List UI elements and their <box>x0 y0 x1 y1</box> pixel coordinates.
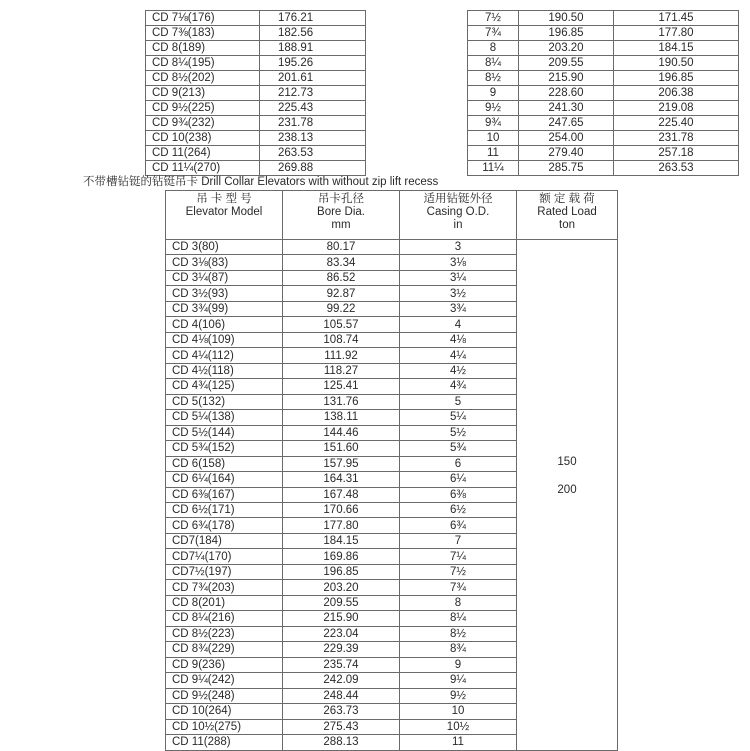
casing-od-cell: 3 <box>400 240 517 255</box>
bore-dia-cell: 92.87 <box>283 286 400 301</box>
bore-dia-cell: 111.92 <box>283 348 400 363</box>
casing-od-cell: 7½ <box>400 564 517 579</box>
elevator-model-cell: CD 7⅜(183) <box>146 26 260 41</box>
drill-collar-elevator-table <box>165 190 618 751</box>
casing-od-cell: 8 <box>400 595 517 610</box>
elevator-model-cell: CD 9(213) <box>146 86 260 101</box>
casing-od-cell: 4⅛ <box>400 332 517 347</box>
elevator-model-cell: CD 6⅜(167) <box>166 487 283 502</box>
elevator-model-cell: CD 9¼(242) <box>166 673 283 688</box>
bore-dia-cell: 176.21 <box>260 11 366 26</box>
top-elevator-table <box>145 10 739 176</box>
od-mm-cell: 241.30 <box>519 101 614 116</box>
od-mm-cell: 279.40 <box>519 146 614 161</box>
id-mm-cell: 206.38 <box>614 86 739 101</box>
elevator-model-cell: CD 9½(225) <box>146 101 260 116</box>
bore-dia-cell: 269.88 <box>260 161 366 176</box>
elevator-model-cell: CD 4½(118) <box>166 363 283 378</box>
table-row <box>146 86 739 101</box>
id-mm-cell: 219.08 <box>614 101 739 116</box>
bore-dia-cell: 235.74 <box>283 657 400 672</box>
elevator-model-cell: CD7(184) <box>166 533 283 548</box>
table-row <box>146 101 739 116</box>
id-mm-cell: 257.18 <box>614 146 739 161</box>
elevator-model-cell: CD 11(264) <box>146 146 260 161</box>
elevator-model-cell: CD 8¼(195) <box>146 56 260 71</box>
od-mm-cell: 254.00 <box>519 131 614 146</box>
bore-dia-cell: 144.46 <box>283 425 400 440</box>
elevator-model-cell: CD 8(201) <box>166 595 283 610</box>
header-bore-dia: 吊卡孔径 Bore Dia. mm <box>283 191 400 240</box>
blank-cell <box>366 71 468 86</box>
elevator-model-cell: CD 5¾(152) <box>166 441 283 456</box>
bore-dia-cell: 212.73 <box>260 86 366 101</box>
blank-cell <box>366 11 468 26</box>
rated-load-200: 200 <box>557 484 577 496</box>
casing-od-cell: 3½ <box>400 286 517 301</box>
casing-od-cell: 10 <box>400 704 517 719</box>
size-cell: 10 <box>468 131 519 146</box>
elevator-model-cell: CD 7⅛(176) <box>146 11 260 26</box>
casing-od-cell: 5¾ <box>400 441 517 456</box>
id-mm-cell: 177.80 <box>614 26 739 41</box>
rated-load-cell <box>517 240 618 751</box>
table-row <box>146 56 739 71</box>
elevator-model-cell: CD 9¾(232) <box>146 116 260 131</box>
blank-cell <box>366 26 468 41</box>
bore-dia-cell: 167.48 <box>283 487 400 502</box>
elevator-model-cell: CD 3¼(87) <box>166 270 283 285</box>
elevator-model-cell: CD 3½(93) <box>166 286 283 301</box>
casing-od-cell: 4¾ <box>400 379 517 394</box>
bore-dia-cell: 131.76 <box>283 394 400 409</box>
casing-od-cell: 4 <box>400 317 517 332</box>
casing-od-cell: 7¾ <box>400 580 517 595</box>
casing-od-cell: 6¾ <box>400 518 517 533</box>
bore-dia-cell: 263.53 <box>260 146 366 161</box>
id-mm-cell: 263.53 <box>614 161 739 176</box>
elevator-model-cell: CD 9(236) <box>166 657 283 672</box>
elevator-model-cell: CD 4¼(112) <box>166 348 283 363</box>
bore-dia-cell: 99.22 <box>283 301 400 316</box>
elevator-model-cell: CD 4¾(125) <box>166 379 283 394</box>
bore-dia-cell: 196.85 <box>283 564 400 579</box>
bore-dia-cell: 223.04 <box>283 626 400 641</box>
table-row <box>146 146 739 161</box>
bore-dia-cell: 83.34 <box>283 255 400 270</box>
casing-od-cell: 8½ <box>400 626 517 641</box>
casing-od-cell: 9 <box>400 657 517 672</box>
casing-od-cell: 7 <box>400 533 517 548</box>
bore-dia-cell: 138.11 <box>283 410 400 425</box>
casing-od-cell: 5½ <box>400 425 517 440</box>
elevator-model-cell: CD 8(189) <box>146 41 260 56</box>
table-row <box>146 26 739 41</box>
elevator-model-cell: CD 11¼(270) <box>146 161 260 176</box>
bore-dia-cell: 108.74 <box>283 332 400 347</box>
size-cell: 9¾ <box>468 116 519 131</box>
blank-cell <box>366 161 468 176</box>
size-cell: 11 <box>468 146 519 161</box>
size-cell: 9 <box>468 86 519 101</box>
casing-od-cell: 4¼ <box>400 348 517 363</box>
blank-cell <box>366 116 468 131</box>
id-mm-cell: 225.40 <box>614 116 739 131</box>
casing-od-cell: 9¼ <box>400 673 517 688</box>
elevator-model-cell: CD 6¾(178) <box>166 518 283 533</box>
blank-cell <box>366 41 468 56</box>
bore-dia-cell: 169.86 <box>283 549 400 564</box>
casing-od-cell: 4½ <box>400 363 517 378</box>
bore-dia-cell: 231.78 <box>260 116 366 131</box>
elevator-model-cell: CD 6(158) <box>166 456 283 471</box>
elevator-model-cell: CD 3¾(99) <box>166 301 283 316</box>
header-row <box>166 191 618 240</box>
id-mm-cell: 184.15 <box>614 41 739 56</box>
blank-cell <box>366 146 468 161</box>
elevator-model-cell: CD 8¾(229) <box>166 642 283 657</box>
bore-dia-cell: 225.43 <box>260 101 366 116</box>
elevator-model-cell: CD 9½(248) <box>166 688 283 703</box>
casing-od-cell: 8¼ <box>400 611 517 626</box>
casing-od-cell: 10½ <box>400 719 517 734</box>
elevator-model-cell: CD 11(288) <box>166 735 283 751</box>
bore-dia-cell: 248.44 <box>283 688 400 703</box>
casing-od-cell: 3¾ <box>400 301 517 316</box>
size-cell: 8¼ <box>468 56 519 71</box>
od-mm-cell: 247.65 <box>519 116 614 131</box>
bore-dia-cell: 201.61 <box>260 71 366 86</box>
bore-dia-cell: 80.17 <box>283 240 400 255</box>
header-elevator-model: 吊 卡 型 号 Elevator Model <box>166 191 283 240</box>
od-mm-cell: 203.20 <box>519 41 614 56</box>
casing-od-cell: 6¼ <box>400 472 517 487</box>
bore-dia-cell: 188.91 <box>260 41 366 56</box>
id-mm-cell: 231.78 <box>614 131 739 146</box>
bore-dia-cell: 151.60 <box>283 441 400 456</box>
bore-dia-cell: 125.41 <box>283 379 400 394</box>
table-row <box>146 71 739 86</box>
od-mm-cell: 196.85 <box>519 26 614 41</box>
size-cell: 9½ <box>468 101 519 116</box>
id-mm-cell: 171.45 <box>614 11 739 26</box>
elevator-model-cell: CD 3(80) <box>166 240 283 255</box>
table-row <box>146 41 739 56</box>
elevator-model-cell: CD 5(132) <box>166 394 283 409</box>
od-mm-cell: 209.55 <box>519 56 614 71</box>
id-mm-cell: 190.50 <box>614 56 739 71</box>
bore-dia-cell: 177.80 <box>283 518 400 533</box>
bore-dia-cell: 164.31 <box>283 472 400 487</box>
elevator-model-cell: CD 8½(223) <box>166 626 283 641</box>
elevator-model-cell: CD 4(106) <box>166 317 283 332</box>
bore-dia-cell: 215.90 <box>283 611 400 626</box>
casing-od-cell: 5 <box>400 394 517 409</box>
bore-dia-cell: 288.13 <box>283 735 400 751</box>
bore-dia-cell: 157.95 <box>283 456 400 471</box>
bore-dia-cell: 229.39 <box>283 642 400 657</box>
blank-cell <box>366 101 468 116</box>
bore-dia-cell: 242.09 <box>283 673 400 688</box>
size-cell: 11¼ <box>468 161 519 176</box>
elevator-model-cell: CD7¼(170) <box>166 549 283 564</box>
casing-od-cell: 8¾ <box>400 642 517 657</box>
elevator-model-cell: CD 8½(202) <box>146 71 260 86</box>
casing-od-cell: 3⅛ <box>400 255 517 270</box>
elevator-model-cell: CD 5½(144) <box>166 425 283 440</box>
rated-load-150: 150 <box>557 456 577 468</box>
blank-cell <box>366 56 468 71</box>
elevator-model-cell: CD 4⅛(109) <box>166 332 283 347</box>
od-mm-cell: 285.75 <box>519 161 614 176</box>
bore-dia-cell: 209.55 <box>283 595 400 610</box>
elevator-model-cell: CD 8¼(216) <box>166 611 283 626</box>
id-mm-cell: 196.85 <box>614 71 739 86</box>
blank-cell <box>366 131 468 146</box>
table-row <box>146 131 739 146</box>
table-row <box>146 11 739 26</box>
blank-cell <box>366 86 468 101</box>
elevator-model-cell: CD 3⅛(83) <box>166 255 283 270</box>
bore-dia-cell: 263.73 <box>283 704 400 719</box>
od-mm-cell: 228.60 <box>519 86 614 101</box>
bore-dia-cell: 182.56 <box>260 26 366 41</box>
casing-od-cell: 6⅜ <box>400 487 517 502</box>
elevator-model-cell: CD7½(197) <box>166 564 283 579</box>
bore-dia-cell: 105.57 <box>283 317 400 332</box>
od-mm-cell: 190.50 <box>519 11 614 26</box>
rated-load-values <box>517 240 617 750</box>
bore-dia-cell: 275.43 <box>283 719 400 734</box>
bore-dia-cell: 170.66 <box>283 502 400 517</box>
elevator-model-cell: CD 10(238) <box>146 131 260 146</box>
size-cell: 7¾ <box>468 26 519 41</box>
od-mm-cell: 215.90 <box>519 71 614 86</box>
size-cell: 8 <box>468 41 519 56</box>
casing-od-cell: 6½ <box>400 502 517 517</box>
elevator-model-cell: CD 6¼(164) <box>166 472 283 487</box>
header-rated-load: 额 定 载 荷 Rated Load ton <box>517 191 618 240</box>
casing-od-cell: 7¼ <box>400 549 517 564</box>
size-cell: 7½ <box>468 11 519 26</box>
bore-dia-cell: 195.26 <box>260 56 366 71</box>
table-caption: 不带槽钻铤的钻铤吊卡 Drill Collar Elevators with without zip lift recess <box>83 176 439 188</box>
elevator-model-cell: CD 6½(171) <box>166 502 283 517</box>
casing-od-cell: 6 <box>400 456 517 471</box>
bore-dia-cell: 238.13 <box>260 131 366 146</box>
bore-dia-cell: 203.20 <box>283 580 400 595</box>
elevator-model-cell: CD 5¼(138) <box>166 410 283 425</box>
bore-dia-cell: 118.27 <box>283 363 400 378</box>
header-casing-od: 适用钻铤外径 Casing O.D. in <box>400 191 517 240</box>
casing-od-cell: 3¼ <box>400 270 517 285</box>
bore-dia-cell: 86.52 <box>283 270 400 285</box>
casing-od-cell: 5¼ <box>400 410 517 425</box>
elevator-model-cell: CD 7¾(203) <box>166 580 283 595</box>
elevator-model-cell: CD 10½(275) <box>166 719 283 734</box>
table-row <box>166 240 618 255</box>
elevator-model-cell: CD 10(264) <box>166 704 283 719</box>
table-row <box>146 161 739 176</box>
size-cell: 8½ <box>468 71 519 86</box>
casing-od-cell: 11 <box>400 735 517 751</box>
casing-od-cell: 9½ <box>400 688 517 703</box>
bore-dia-cell: 184.15 <box>283 533 400 548</box>
table-row <box>146 116 739 131</box>
